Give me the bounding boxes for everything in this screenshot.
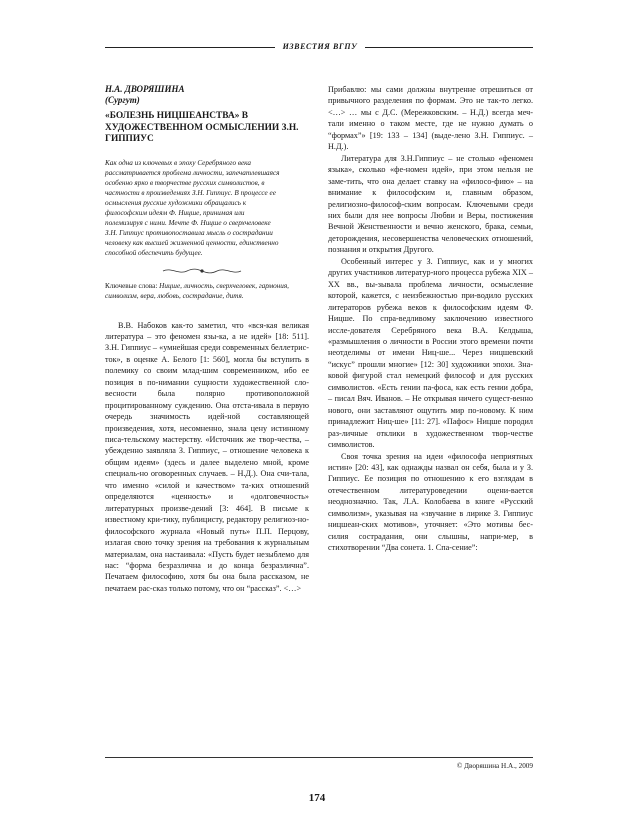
ornament-divider-icon xyxy=(161,266,243,276)
page-number: 174 xyxy=(308,792,326,804)
author-name: Н.А. ДВОРЯШИНА xyxy=(105,84,185,94)
copyright: © Дворяшина Н.А., 2009 xyxy=(456,762,533,770)
header-rule-right xyxy=(365,47,533,48)
left-body xyxy=(105,320,309,595)
body-paragraph: В.В. Набоков как-то заметил, что «вся-кая великая литература – это феномен язы-ка, а не идей» [18: 511]. З.Н. Гиппиус – «умнейшая среди современных беллетрис-ток», в оценке А. Белого [1: 560], могла бы вступить в полемику со своим млад-шим современником, ибо ее позиция в по-нимании сущности художественной сло-весности была полярно противоположной процитированному суждению. Она отста-ивала в первую очередь значимость идей-ной составляющей произведения, хотя, несомненно, знала цену истинному писа-тельскому мастерству. «Источник же твор-чества, – убежденно заявляла З. Гиппиус, – отношение человека к общим идеям» (здесь и далее выделено мной, кроме специаль-но оговоренных случаев. – Н.Д.). Она счи-тала, что именно «силой и качеством» та-ких отношений определяются «ценность» и «долговечность» литературных произве-дений [3: 464]. В письме к известному кри-тику, публицисту, редактору религиоз-но-философского журнала «Новый путь» П.П. Перцову, излагая свою точку зрения на требования к журнальным материалам, она настаивала: «Пусть будет незыблемо для нас: “форма безразлична и до конца безразлична”. Печатаем философию, хотя бы она была рассказом, не печатаем рас-сказ только потому, что он “рассказ”. <…> xyxy=(105,320,309,593)
body-paragraph: Своя точка зрения на идеи «философа неприятных истин» [20: 43], как однажды назвал он себя, была и у З. Гиппиус. Ее позиция по отношению к его взглядам в отечественном литературоведении оцени-вается неоднозначно. Так, Л.А. Колобаева в книге «Русский символизм», указывая на «звучание в лирике З. Гиппиус ницшеан-ских мотивов», уточняет: «Это мотивы бес-силия сострадания, они слышны, напри-мер, в стихотворении “Два сонета. 1. Спа-сение”: xyxy=(328,451,533,553)
article-title: «БОЛЕЗНЬ НИЦШЕАНСТВА» В ХУДОЖЕСТВЕННОМ ОСМЫСЛЕНИИ З.Н. ГИППИУС xyxy=(105,111,299,144)
abstract: Как одна из ключевых в эпоху Серебряного века рассматривается проблема личности, запечатлевшаяся особенно ярко в творчестве русских символистов, в частности в произведениях З.Н. Гиппиус. В процессе ее осмысления русские художники обращались к философским идеям Ф. Ницше, принимая или полемизируя с ними. Мечте Ф. Ницше о сверхчеловеке З.Н. Гиппиус противопоставила мысль о сострадании человеку как высшей жизненной ценности, единственно способной обеспечить будущее. xyxy=(105,158,280,257)
header-rule-left xyxy=(105,47,275,48)
footer-rule xyxy=(105,757,533,758)
keywords xyxy=(105,281,301,301)
left-column xyxy=(105,84,309,594)
body-paragraph: Литература для З.Н.Гиппиус – не столько «феномен языка», сколько «фе-номен идей», при этом нельзя не заме-тить, что она делает ставку на «филосо-фию» – на внимание к философским и, главным образом, религиозно-философ-ским вопросам. Ключевыми среди них были для нее вопросы Любви и Веры, постижения Вечной Женственности и вечно женского, брака, семьи, деторождения, несовершенства человеческих отношений, познания и открытия Другого. xyxy=(328,153,533,255)
body-paragraph: Особенный интерес у З. Гиппиус, как и у многих других участников литератур-ного процесса рубежа XIX – XX вв., вы-зывала проблема личности, осмысление которой, кажется, с неизбежностью при-водило русских литераторов рубежа веков к философским идеям Ф. Ницше. По спра-ведливому заключению известного иссле-дователя Серебряного века В.А. Келдыша, «размышления о личности в России этого времени почти неотделимы от имени Ниц-ше... Через ницшевский “искус” прошли многие» [12: 30] художники эпохи. Зна-ковой фигурой стал немецкий философ и для русских символистов. «Есть гении па-фоса, как есть гении добра, – писал Вяч. Иванов. – Не открывая ничего сущест-венно нового, они заставляют ощутить мир по-новому. К ним принадлежит Ниц-ше» [11: 27]. «Пафос» Ницше породил раз-личные отклики в художественном твор-честве символистов. xyxy=(328,256,533,450)
keywords-label: Ключевые слова: xyxy=(105,281,160,290)
body-paragraph: Прибавлю: мы сами должны внутренне отрешиться от привычного разделения по формам. Это не так-то легко. <…> … мы с Д.С. (Мережковским. – Н.Д.) всегда меч-тали именно о таком месте, где не нужно думать о “формах”» [19: 133 – 134] (выде-лено З.Н. Гиппиус. – Н.Д.). xyxy=(328,85,533,152)
author-city: (Сургут) xyxy=(105,95,140,105)
right-column xyxy=(328,84,533,554)
keywords-list: Ницше, личность, сверхчеловек, гармония, символизм, вера, любовь, сострадание, дитя. xyxy=(105,281,289,300)
journal-title: ИЗВЕСТИЯ ВГПУ xyxy=(282,42,358,51)
